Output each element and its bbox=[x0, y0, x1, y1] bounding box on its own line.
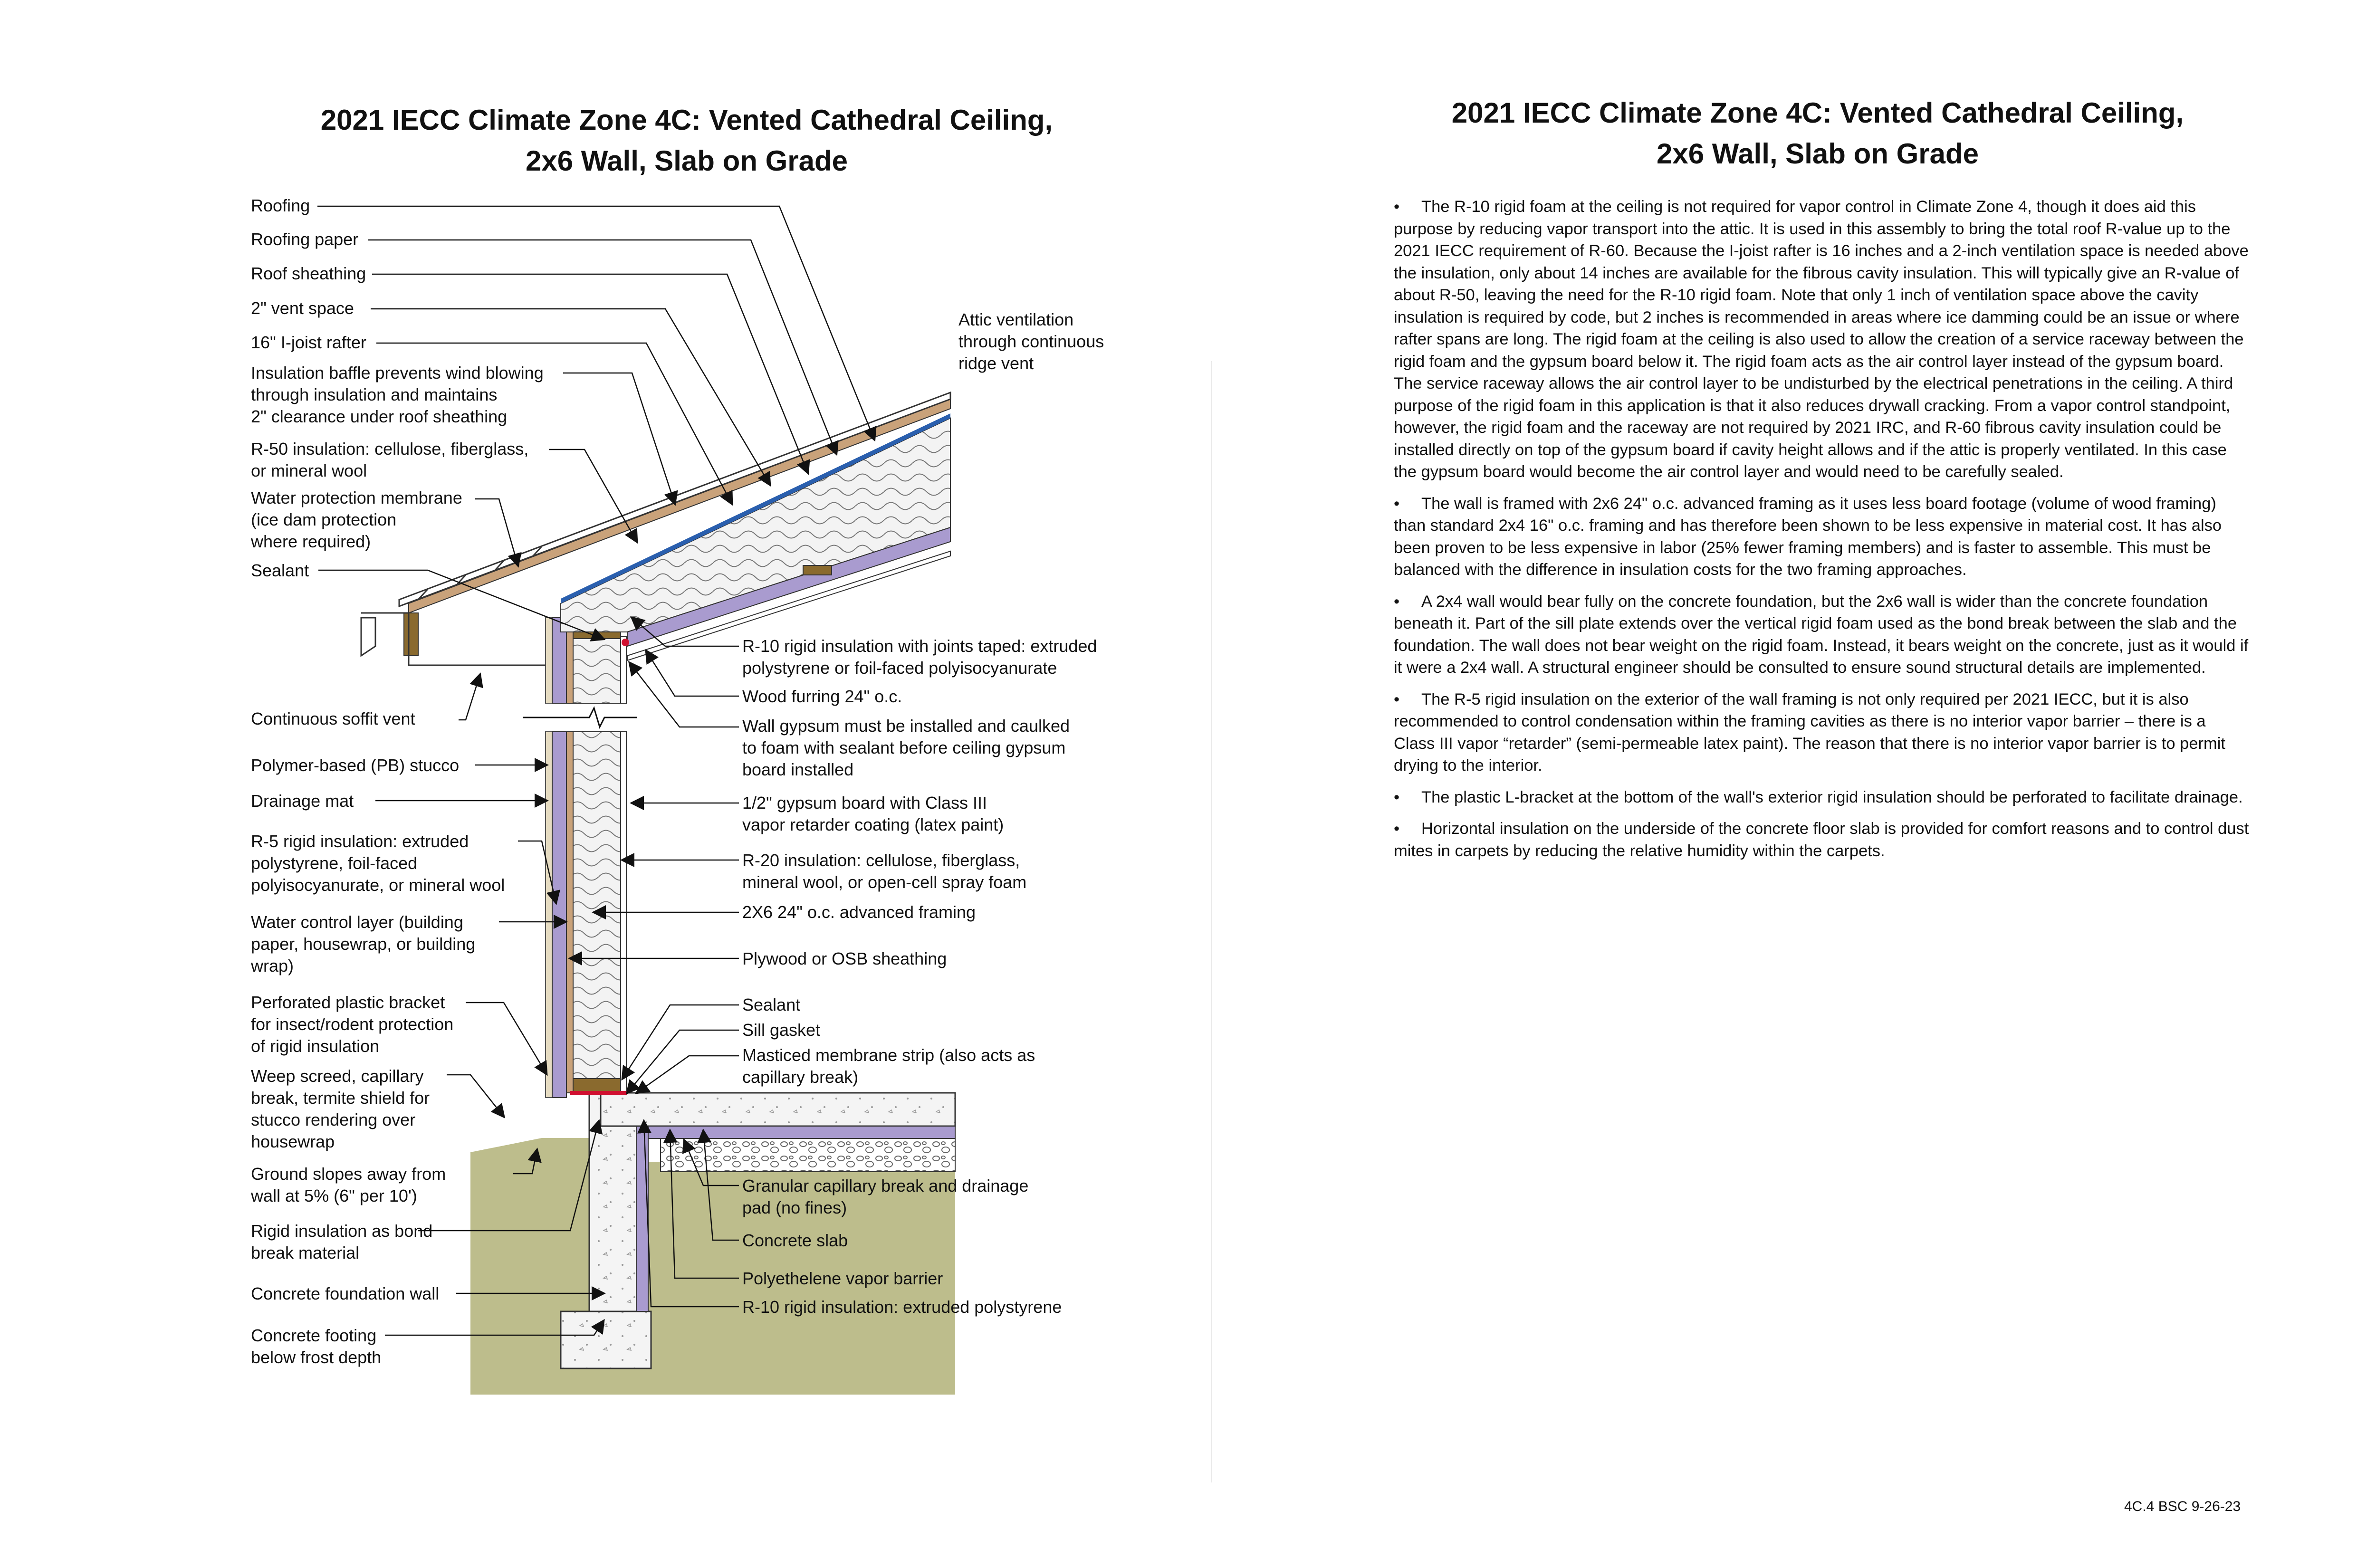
sealant-dot bbox=[622, 639, 629, 646]
label-bond-break: Rigid insulation as bond break material bbox=[251, 1221, 433, 1262]
label-sealant-top: Sealant bbox=[251, 561, 309, 580]
label-r10-ceiling: R-10 rigid insulation with joints taped: extruded polystyrene or foil-faced polyisocyanurate bbox=[742, 636, 1097, 678]
label-r5: R-5 rigid insulation: extruded polystyrene, foil-faced polyisocyanurate, or mineral wool bbox=[251, 832, 505, 895]
note-item: • The R-10 rigid foam at the ceiling is not required for vapor control in Climate Zone 4, though it does aid this purpose by reducing vapor transport into the attic. It is used in this assembly to bring the total roof R-value up to the 2021 IECC requirement of R-60. Because the I-joist rafter is 16 inches and a 2-inch ventilation space is needed above the insulation, only about 14 inches are available for the fibrous cavity insulation. This will typically give an R-value of about R-50, leaving the need for the R-10 rigid foam. Note that only 1 inch of ventilation space above the cavity insulation is required by code, but 2 inches is recommended in areas where ice damming could be an issue or where rafter spans are long. The rigid foam at the ceiling is also used to allow the creation of a service raceway between the rigid foam and the gypsum board below it. The rigid foam acts as the air control layer instead of the gypsum board. The service raceway allows the air control layer to be undisturbed by the electrical penetrations in the ceiling. A third purpose of the rigid foam in this application is that it also reduces drywall cracking. From a vapor control standpoint, however, the rigid foam and the raceway are not required by 2021 IRC, and R-60 fibrous cavity insulation could be installed directly on top of the gypsum board if cavity height allows and if the attic is properly ventilated. In this case the gypsum board would become the air control layer and would need to be carefully sealed. bbox=[1394, 198, 2249, 481]
label-slab: Concrete slab bbox=[742, 1231, 848, 1250]
break-line bbox=[523, 708, 637, 727]
label-attic-ventilation: Attic ventilation through continuous ridge vent bbox=[958, 310, 1104, 373]
slab-foam bbox=[648, 1126, 955, 1138]
concrete-slab bbox=[601, 1093, 955, 1126]
ground-area bbox=[470, 1138, 542, 1395]
label-vent-space: 2" vent space bbox=[251, 298, 354, 318]
label-drainage-mat: Drainage mat bbox=[251, 791, 354, 811]
label-stucco: Polymer-based (PB) stucco bbox=[251, 755, 460, 775]
sill-plate bbox=[573, 1079, 621, 1092]
label-weep: Weep screed, capillary break, termite shield for stucco rendering over housewrap bbox=[251, 1066, 430, 1151]
notes-title-line1: 2021 IECC Climate Zone 4C: Vented Cathedral Ceiling, bbox=[1451, 97, 2184, 129]
note-item: • The plastic L-bracket at the bottom of the wall's exterior rigid insulation should be perforated to facilitate drainage. bbox=[1394, 788, 2243, 806]
furring bbox=[803, 565, 832, 575]
label-poly: Polyethelene vapor barrier bbox=[742, 1269, 943, 1288]
label-water-control: Water control layer (building paper, housewrap, or building wrap) bbox=[251, 912, 476, 975]
r5-foam bbox=[552, 732, 566, 1098]
label-water-membrane: Water protection membrane (ice dam protection where required) bbox=[251, 488, 462, 551]
footer-code: 4C.4 BSC 9-26-23 bbox=[2124, 1499, 2241, 1514]
label-roofing: Roofing bbox=[251, 196, 310, 215]
label-framing: 2X6 24" o.c. advanced framing bbox=[742, 902, 976, 922]
label-soffit: Continuous soffit vent bbox=[251, 709, 415, 728]
footing bbox=[561, 1311, 651, 1368]
notes-title bbox=[1212, 93, 2376, 174]
label-ground: Ground slopes away from wall at 5% (6" per 10') bbox=[251, 1164, 446, 1205]
label-membrane-strip: Masticed membrane strip (also acts as capillary break) bbox=[742, 1045, 1035, 1087]
note-item: • The R-5 rigid insulation on the exterior of the wall framing is not only required per 2021 IECC, but it is also recommended to control condensation within the framing cavities as there is no interior vapor barrier – there is a Class III vapor “retarder” (semi-permeable latex paint). The reason that there is no interior vapor barrier is to permit drying to the interior. bbox=[1394, 690, 2225, 774]
label-roof-sheathing: Roof sheathing bbox=[251, 264, 366, 283]
note-item: • Horizontal insulation on the underside of the concrete floor slab is provided for comfort reasons and to control dust mites in carpets by reducing the relative humidity within the carpets. bbox=[1394, 820, 2249, 860]
fascia bbox=[404, 613, 418, 656]
sill-gasket bbox=[570, 1091, 627, 1095]
diagram-title-line1: 2021 IECC Climate Zone 4C: Vented Cathedral Ceiling, bbox=[320, 104, 1053, 136]
bond-break-foam bbox=[637, 1107, 648, 1311]
label-sealant-bottom: Sealant bbox=[742, 995, 801, 1014]
label-bracket: Perforated plastic bracket for insect/rodent protection of rigid insulation bbox=[251, 993, 454, 1056]
notes-list bbox=[1394, 196, 2249, 871]
note-item: • A 2x4 wall would bear fully on the concrete foundation, but the 2x6 wall is wider than the concrete foundation beneath it. Part of the sill plate extends over the vertical rigid foam used as the bond break between the slab and the foundation. The wall does not bear weight on the rigid foam. Instead, it bears weight on the concrete, just as it would if it were a 2x4 wall. A structural engineer should be consulted to ensure sound structural details are implemented. bbox=[1394, 592, 2249, 677]
label-granular: Granular capillary break and drainage pad (no fines) bbox=[742, 1176, 1029, 1217]
label-furring: Wood furring 24" o.c. bbox=[742, 687, 902, 706]
wall-cavity bbox=[573, 732, 621, 1083]
label-foundation-wall: Concrete foundation wall bbox=[251, 1284, 440, 1303]
diagram-title-line2: 2x6 Wall, Slab on Grade bbox=[526, 145, 848, 177]
stucco-layer bbox=[546, 732, 552, 1098]
label-r10-slab: R-10 rigid insulation: extruded polystyrene bbox=[742, 1297, 1062, 1317]
label-gypsum-wall: 1/2" gypsum board with Class III vapor retarder coating (latex paint) bbox=[742, 793, 1004, 834]
soffit bbox=[361, 613, 546, 665]
label-gypsum-ceiling: Wall gypsum must be installed and caulked to foam with sealant before ceiling gypsum board installed bbox=[742, 716, 1070, 779]
notes-title-line2: 2x6 Wall, Slab on Grade bbox=[1657, 138, 1979, 170]
label-sill-gasket: Sill gasket bbox=[742, 1020, 821, 1040]
label-r50: R-50 insulation: cellulose, fiberglass, or mineral wool bbox=[251, 439, 529, 480]
sheathing bbox=[566, 732, 573, 1093]
note-item: • The wall is framed with 2x6 24" o.c. advanced framing as it uses less board footage (volume of wood framing) than standard 2x4 16" o.c. framing and has therefore been shown to be less expensive in material cost. It has also been proven to be less expensive in labor (25% fewer framing members) and is faster to assemble. This must be balanced with the difference in insulation costs for the two framing approaches. bbox=[1394, 494, 2222, 579]
label-roofing-paper: Roofing paper bbox=[251, 229, 359, 249]
label-r20: R-20 insulation: cellulose, fiberglass, mineral wool, or open-cell spray foam bbox=[742, 851, 1027, 892]
notes-page bbox=[1212, 0, 2376, 1568]
label-footing: Concrete footing below frost depth bbox=[251, 1326, 382, 1367]
label-ijoist: 16" I-joist rafter bbox=[251, 333, 366, 352]
label-sheathing: Plywood or OSB sheathing bbox=[742, 949, 947, 968]
label-baffle: Insulation baffle prevents wind blowing through insulation and maintains 2" clearance under roof sheathing bbox=[251, 363, 544, 426]
